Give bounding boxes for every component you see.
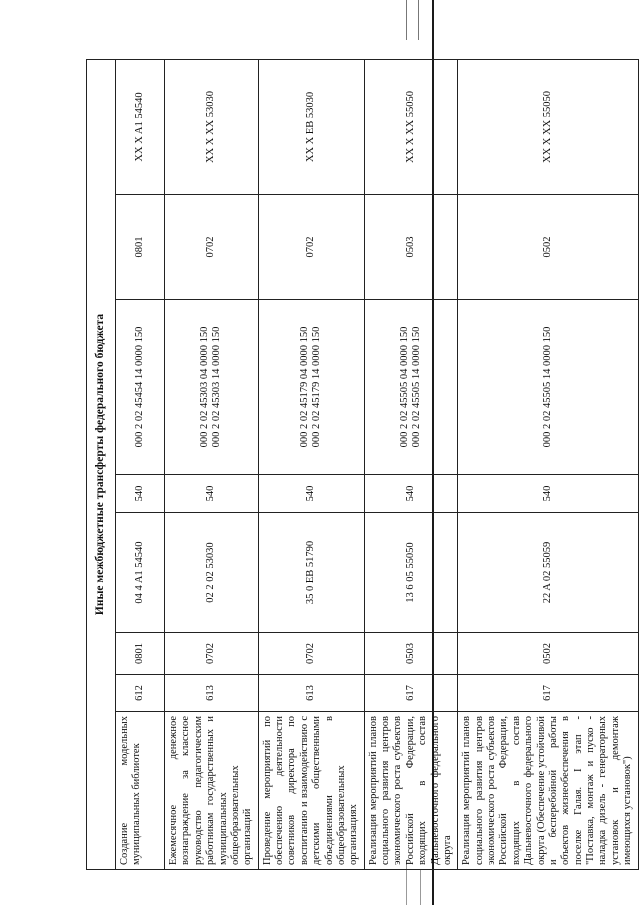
row-grbs: 617 (364, 675, 458, 712)
revenue-code-line: 000 2 02 45454 14 0000 150 (133, 326, 145, 448)
table-row (258, 59, 364, 869)
revenue-code-line: 000 2 02 45303 04 0000 150 (198, 326, 210, 448)
row-target-article: 13 6 05 55050 (364, 513, 458, 633)
row-section-code-2: 0702 (258, 195, 364, 300)
revenue-code-line: 000 2 02 45505 04 0000 150 (398, 326, 410, 448)
row-revenue-code (116, 300, 165, 475)
row-description: Реализация мероприятий планов социального развития центров экономического роста субъектов Российской Федерации, входящих в состав Дальневосточного федерального округа (364, 712, 458, 870)
row-expense-type: 540 (165, 475, 259, 513)
row-section-code: 0502 (458, 633, 638, 675)
row-section-code-2: 0502 (458, 195, 638, 300)
row-target-article: 02 2 02 53030 (165, 513, 259, 633)
row-section-code-2: 0503 (364, 195, 458, 300)
row-description: Проведение мероприятий по обеспечению деятельности советников директора по воспитанию и взаимодействию с детскими общественными объединениями в общеобразовательных организациях (258, 712, 364, 870)
row-expense-type: 540 (458, 475, 638, 513)
row-expense-type: 540 (258, 475, 364, 513)
revenue-code-line: 000 2 02 45179 04 0000 150 (298, 326, 310, 448)
row-revenue-code (364, 300, 458, 475)
budget-table (86, 59, 639, 870)
row-code: XX X A1 54540 (116, 59, 165, 194)
table-row (116, 59, 165, 869)
scan-mark (418, 0, 419, 40)
row-section-code: 0801 (116, 633, 165, 675)
row-target-article: 22 A 02 55059 (458, 513, 638, 633)
revenue-code-line: 000 2 02 45505 14 0000 150 (541, 326, 553, 448)
row-code: XX X XX 55050 (364, 59, 458, 194)
scan-mark (420, 870, 421, 905)
row-section-code-2: 0702 (165, 195, 259, 300)
row-expense-type: 540 (364, 475, 458, 513)
table-row (364, 59, 458, 869)
row-revenue-code (458, 300, 638, 475)
row-grbs: 617 (458, 675, 638, 712)
scan-mark (406, 0, 407, 40)
row-target-article: 35 0 EB 51790 (258, 513, 364, 633)
row-grbs: 612 (116, 675, 165, 712)
row-code: XX X XX 55050 (458, 59, 638, 194)
rotated-table-container (86, 60, 636, 870)
row-description: Реализация мероприятий планов социального развития центров экономического роста субъектов Российской Федерации, входящих в состав Дальневосточного федерального округа (Обеспечение устойчивой и бесперебойной работы объектов жизнеобеспечения в поселке Галая. I этап - "Поставка, монтаж и пуско - наладка дизель - генераторных установок и демонтаж имеющихся установок") (458, 712, 638, 870)
row-code: XX X XX 53030 (165, 59, 259, 194)
row-section-code: 0702 (258, 633, 364, 675)
row-section-code: 0702 (165, 633, 259, 675)
row-section-code-2: 0801 (116, 195, 165, 300)
section-header-row (87, 59, 116, 869)
table-row (165, 59, 259, 869)
row-code: XX X EB 53030 (258, 59, 364, 194)
revenue-code-line: 000 2 02 45179 14 0000 150 (311, 326, 323, 448)
revenue-code-line: 000 2 02 45505 14 0000 150 (410, 326, 422, 448)
revenue-code-line: 000 2 02 45303 14 0000 150 (211, 326, 223, 448)
row-revenue-code (258, 300, 364, 475)
row-grbs: 613 (258, 675, 364, 712)
table-row (458, 59, 638, 869)
row-section-code: 0503 (364, 633, 458, 675)
row-grbs: 613 (165, 675, 259, 712)
section-title: Иные межбюджетные трансферты федерального бюджета (87, 59, 116, 869)
row-description: Создание модельных муниципальных библиотек (116, 712, 165, 870)
row-revenue-code (165, 300, 259, 475)
row-expense-type: 540 (116, 475, 165, 513)
row-description: Ежемесячное денежное вознаграждение за классное руководство педагогическим работникам государственных и муниципальных общеобразовательных организаций (165, 712, 259, 870)
row-target-article: 04 4 A1 54540 (116, 513, 165, 633)
